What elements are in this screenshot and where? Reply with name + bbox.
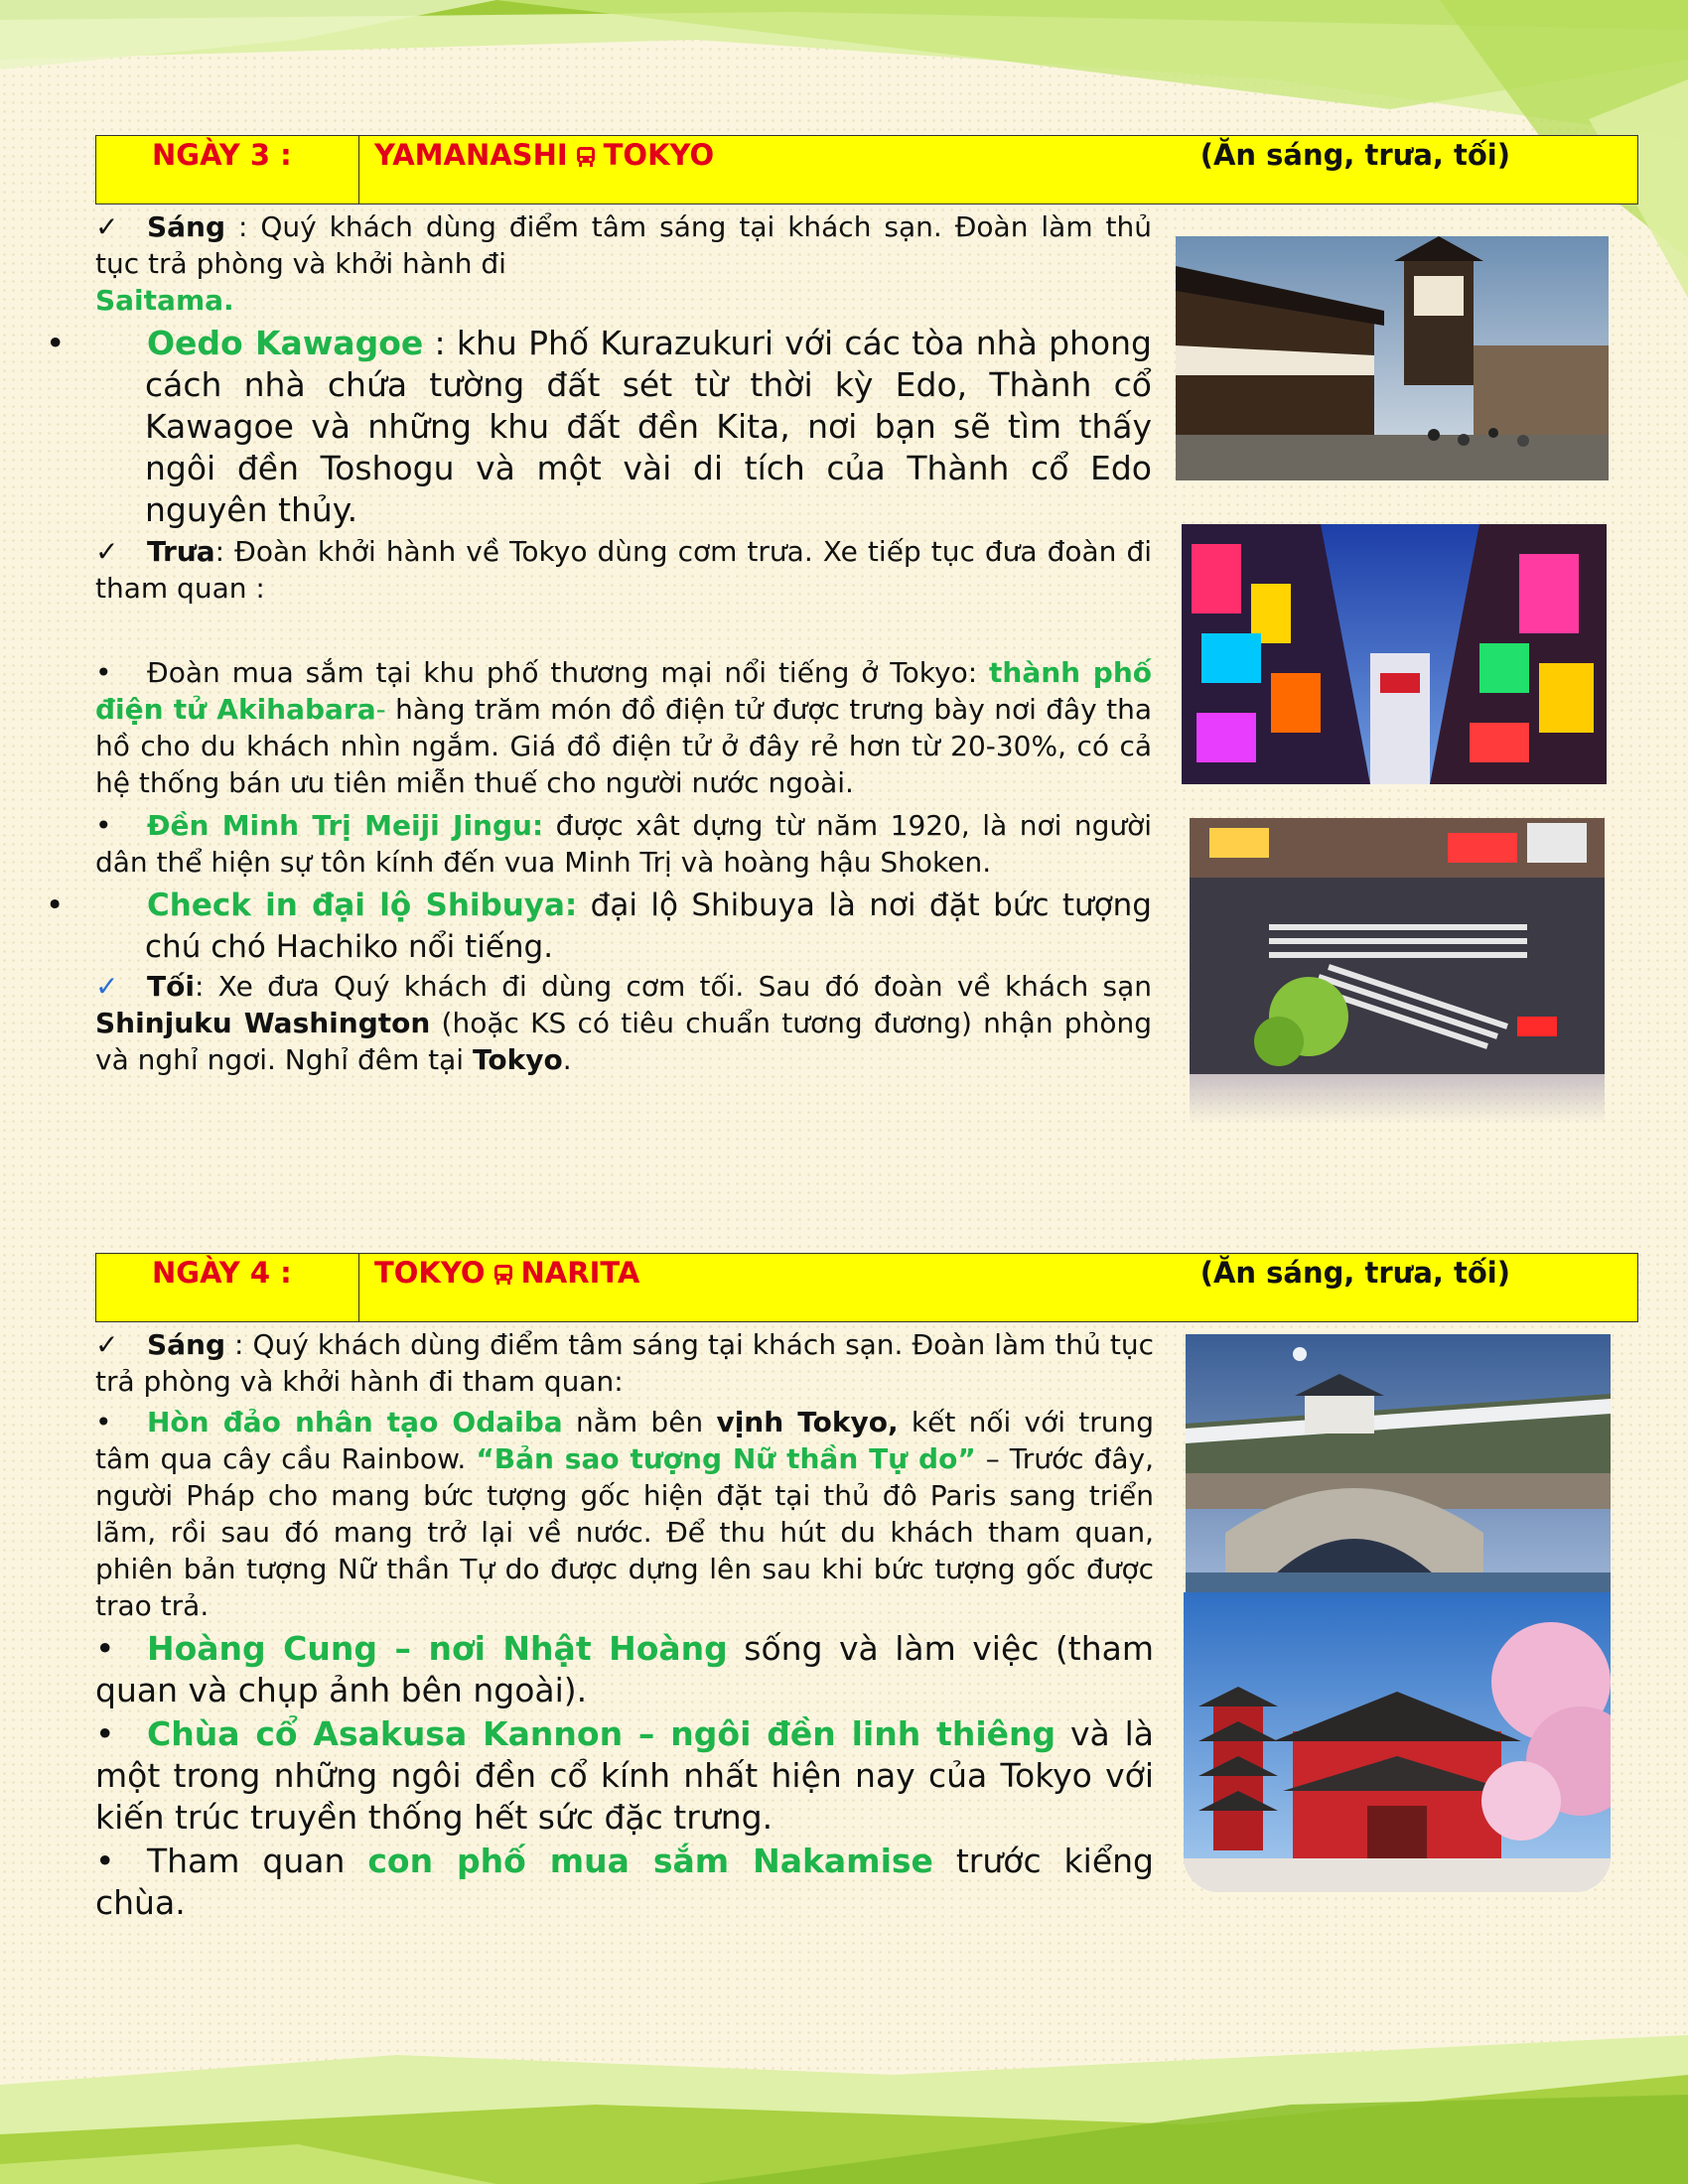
route-to: TOKYO <box>603 138 715 172</box>
bus-icon <box>493 1264 513 1286</box>
bullet-icon: • <box>95 809 112 842</box>
route-from: TOKYO <box>374 1256 486 1290</box>
day4-asakusa: • Chùa cổ Asakusa Kannon – ngôi đền linh thiêng và là một trong những ngôi đền cổ kính nhất hiện nay của Tokyo với kiến trúc truyền thống hết sức đặc trưng. <box>95 1714 1154 1837</box>
day3-akihabara: • Đoàn mua sắm tại khu phố thương mại nổi tiếng ở Tokyo: thành phố điện tử Akihabara- hàng trăm món đồ điện tử được trưng bày nơi đây tha hồ cho du khách nhìn ngắm. Giá đồ điện tử ở đây rẻ hơn từ 20-30%, có cả hệ thống bán ưu tiên miễn thuế cho người nước ngoài. <box>95 656 1153 799</box>
day3-morning-dest: Saitama. <box>95 284 234 317</box>
route-from: YAMANASHI <box>374 138 568 172</box>
day4-meals: (Ăn sáng, trưa, tối) <box>1199 1256 1510 1290</box>
day4-header <box>95 1253 1638 1322</box>
day4-nakamise: • Tham quan con phố mua sắm Nakamise trước kiểng chùa. <box>95 1842 1154 1922</box>
imperial-palace-photo <box>1186 1334 1611 1594</box>
day3-meals: (Ăn sáng, trưa, tối) <box>1199 138 1510 172</box>
day3-label: NGÀY 3 : <box>152 138 292 172</box>
shibuya-photo <box>1190 818 1605 1074</box>
day4-route <box>374 1256 639 1290</box>
day4-odaiba: • Hòn đảo nhân tạo Odaiba nằm bên vịnh Tokyo, kết nối với trung tâm qua cây cầu Rainbow. “Bản sao tượng Nữ thần Tự do” – Trước đây, người Pháp cho mang bức tượng gốc hiện đặt tại thủ đô Paris sang triển lãm, rồi sau đó mang trở lại về nước. Để thu hút du khách tham quan, phiên bản tượng Nữ thần Tự do được dựng lên sau khi bức tượng gốc được trao trả. <box>95 1406 1155 1622</box>
day3-shibuya: • Check in đại lộ Shibuya: đại lộ Shibuya là nơi đặt bức tượng chú chó Hachiko nổi tiếng. <box>95 885 1152 968</box>
day3-header <box>95 135 1638 205</box>
kawagoe-photo <box>1176 236 1609 480</box>
day4-content <box>95 1326 1154 1924</box>
day3-content <box>46 208 1153 1078</box>
header-divider <box>358 1254 359 1321</box>
day4-morning: ✓ Sáng : Quý khách dùng điểm tâm sáng tại khách sạn. Đoàn làm thủ tục trả phòng và khởi hành đi tham quan: <box>95 1328 1154 1398</box>
route-to: NARITA <box>520 1256 640 1290</box>
akihabara-photo <box>1182 524 1607 784</box>
bullet-icon: • <box>46 324 66 362</box>
bullet-icon: • <box>46 887 65 923</box>
day4-palace: • Hoàng Cung – nơi Nhật Hoàng sống và làm việc (tham quan và chụp ảnh bên ngoài). <box>95 1629 1154 1709</box>
bullet-icon: • <box>95 656 112 689</box>
day3-kawagoe: • Oedo Kawagoe : khu Phố Kurazukuri với các tòa nhà phong cách nhà chứa tường đất sét từ thời kỳ Edo, Thành cổ Kawagoe và những khu đất đền Kita, nơi bạn sẽ tìm thấy ngôi đền Toshogu và một vài di tích của Thành cổ Edo nguyên thủy. <box>46 324 1152 529</box>
day3-evening: ✓ Tối: Xe đưa Quý khách đi dùng cơm tối. Sau đó đoàn về khách sạn Shinjuku Washington (hoặc KS có tiêu chuẩn tương đương) nhận phòng và nghỉ ngơi. Nghỉ đêm tại Tokyo. <box>95 970 1152 1076</box>
asakusa-temple-photo <box>1184 1592 1611 1892</box>
shibuya-reflection <box>1190 1074 1605 1124</box>
check-icon: ✓ <box>95 210 119 243</box>
header-divider <box>358 136 359 204</box>
day3-morning: ✓ Sáng : Quý khách dùng điểm tâm sáng tại khách sạn. Đoàn làm thủ tục trả phòng và khởi hành đi <box>95 210 1152 280</box>
day4-label: NGÀY 4 : <box>152 1256 292 1290</box>
bullet-icon: • <box>95 1842 115 1880</box>
day3-route <box>374 138 714 172</box>
check-icon: ✓ <box>95 535 119 568</box>
bus-icon <box>576 146 596 168</box>
day3-meiji: • Đền Minh Trị Meiji Jingu: được xât dựng từ năm 1920, là nơi người dân thể hiện sự tôn kính đến vua Minh Trị và hoàng hậu Shoken. <box>95 809 1152 879</box>
check-icon: ✓ <box>95 1328 119 1361</box>
day3-noon: ✓ Trưa: Đoàn khởi hành về Tokyo dùng cơm trưa. Xe tiếp tục đưa đoàn đi tham quan : <box>95 535 1152 605</box>
bullet-icon: • <box>95 1629 115 1668</box>
check-icon: ✓ <box>95 970 119 1003</box>
bullet-icon: • <box>95 1714 115 1753</box>
bullet-icon: • <box>95 1406 112 1438</box>
